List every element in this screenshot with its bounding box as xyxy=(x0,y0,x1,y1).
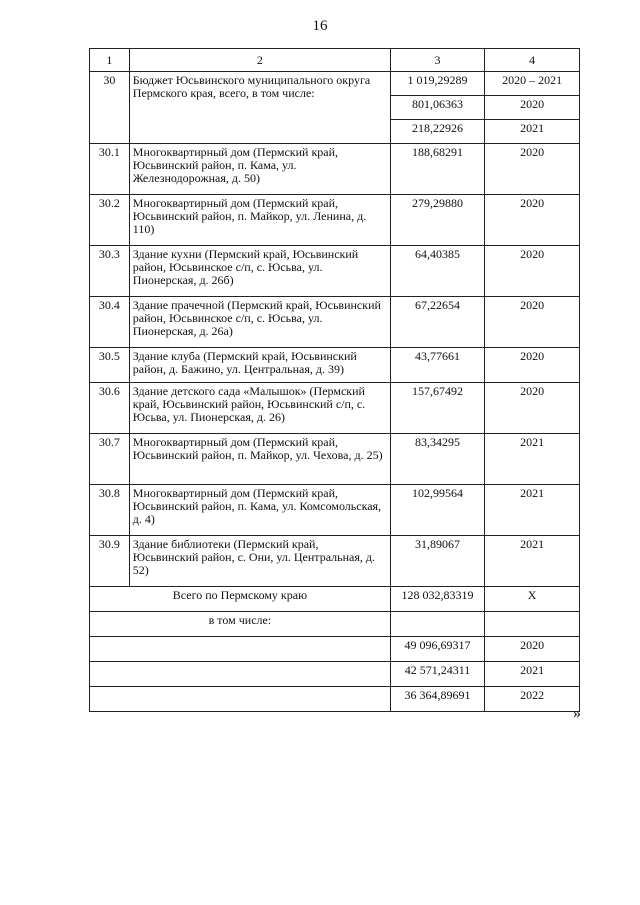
row-amount: 801,06363 xyxy=(390,96,484,120)
row-number: 30.7 xyxy=(90,434,130,485)
row-name: Многоквартирный дом (Пермский край, Юсьвинский район, п. Кама, ул. Комсомольская, д. 4) xyxy=(129,485,390,536)
total-label: Всего по Пермскому краю xyxy=(90,587,391,612)
row-year: 2020 xyxy=(485,246,580,297)
column-header: 1 xyxy=(90,49,130,72)
row-name: Многоквартирный дом (Пермский край, Юсьвинский район, п. Майкор, ул. Ленина, д. 110) xyxy=(129,195,390,246)
row-number: 30.3 xyxy=(90,246,130,297)
breakdown-amount: 49 096,69317 xyxy=(390,637,484,662)
row-amount: 157,67492 xyxy=(390,383,484,434)
row-number: 30.1 xyxy=(90,144,130,195)
row-amount: 1 019,29289 xyxy=(390,72,484,96)
total-year: X xyxy=(485,587,580,612)
breakdown-year: 2022 xyxy=(485,687,580,712)
row-number: 30.2 xyxy=(90,195,130,246)
row-year: 2020 xyxy=(485,144,580,195)
row-year: 2021 xyxy=(485,485,580,536)
breakdown-row xyxy=(90,662,580,687)
row-name: Бюджет Юсьвинского муниципального округа Пермского края, всего, в том числе: xyxy=(129,72,390,144)
row-number: 30.9 xyxy=(90,536,130,587)
row-year: 2021 xyxy=(485,536,580,587)
column-header: 2 xyxy=(129,49,390,72)
including-label: в том числе: xyxy=(90,612,391,637)
row-amount: 279,29880 xyxy=(390,195,484,246)
table-row xyxy=(90,246,580,297)
row-name: Здание прачечной (Пермский край, Юсьвинский район, Юсьвинское с/п, с. Юсьва, ул. Пионерская, д. 26а) xyxy=(129,297,390,348)
row-amount: 64,40385 xyxy=(390,246,484,297)
breakdown-amount: 36 364,89691 xyxy=(390,687,484,712)
row-year: 2020 xyxy=(485,348,580,383)
row-number: 30 xyxy=(90,72,130,144)
row-name: Многоквартирный дом (Пермский край, Юсьвинский район, п. Майкор, ул. Чехова, д. 25) xyxy=(129,434,390,485)
table-row xyxy=(90,297,580,348)
total-row xyxy=(90,587,580,612)
row-year: 2021 xyxy=(485,120,580,144)
row-name: Здание библиотеки (Пермский край, Юсьвинский район, с. Они, ул. Центральная, д. 52) xyxy=(129,536,390,587)
breakdown-row xyxy=(90,637,580,662)
row-amount: 218,22926 xyxy=(390,120,484,144)
table-row xyxy=(90,536,580,587)
row-number: 30.5 xyxy=(90,348,130,383)
row-year: 2020 xyxy=(485,96,580,120)
column-header: 4 xyxy=(485,49,580,72)
row-amount: 83,34295 xyxy=(390,434,484,485)
row-number: 30.6 xyxy=(90,383,130,434)
budget-table xyxy=(89,48,580,712)
table-header-row xyxy=(90,49,580,72)
table-row xyxy=(90,144,580,195)
table-row xyxy=(90,195,580,246)
row-amount: 188,68291 xyxy=(390,144,484,195)
row-amount: 67,22654 xyxy=(390,297,484,348)
closing-quote: » xyxy=(573,705,581,722)
row-name: Здание детского сада «Малышок» (Пермский край, Юсьвинский район, Юсьвинский с/п, с. Юсьва, ул. Пионерская, д. 26) xyxy=(129,383,390,434)
including-row xyxy=(90,612,580,637)
row-amount: 31,89067 xyxy=(390,536,484,587)
total-amount: 128 032,83319 xyxy=(390,587,484,612)
row-name: Многоквартирный дом (Пермский край, Юсьвинский район, п. Кама, ул. Железнодорожная, д. 50) xyxy=(129,144,390,195)
row-amount: 43,77661 xyxy=(390,348,484,383)
row-amount: 102,99564 xyxy=(390,485,484,536)
table-row xyxy=(90,383,580,434)
breakdown-year: 2020 xyxy=(485,637,580,662)
breakdown-amount: 42 571,24311 xyxy=(390,662,484,687)
row-year: 2020 xyxy=(485,195,580,246)
table-row xyxy=(90,348,580,383)
row-year: 2020 xyxy=(485,297,580,348)
table-row xyxy=(90,72,580,96)
column-header: 3 xyxy=(390,49,484,72)
row-year: 2020 – 2021 xyxy=(485,72,580,96)
row-year: 2021 xyxy=(485,434,580,485)
row-name: Здание клуба (Пермский край, Юсьвинский район, д. Бажино, ул. Центральная, д. 39) xyxy=(129,348,390,383)
breakdown-year: 2021 xyxy=(485,662,580,687)
breakdown-row xyxy=(90,687,580,712)
row-year: 2020 xyxy=(485,383,580,434)
page-number: 16 xyxy=(312,18,328,34)
row-number: 30.8 xyxy=(90,485,130,536)
table-row xyxy=(90,434,580,485)
row-number: 30.4 xyxy=(90,297,130,348)
table-row xyxy=(90,485,580,536)
row-name: Здание кухни (Пермский край, Юсьвинский район, Юсьвинское с/п, с. Юсьва, ул. Пионерская, д. 26б) xyxy=(129,246,390,297)
